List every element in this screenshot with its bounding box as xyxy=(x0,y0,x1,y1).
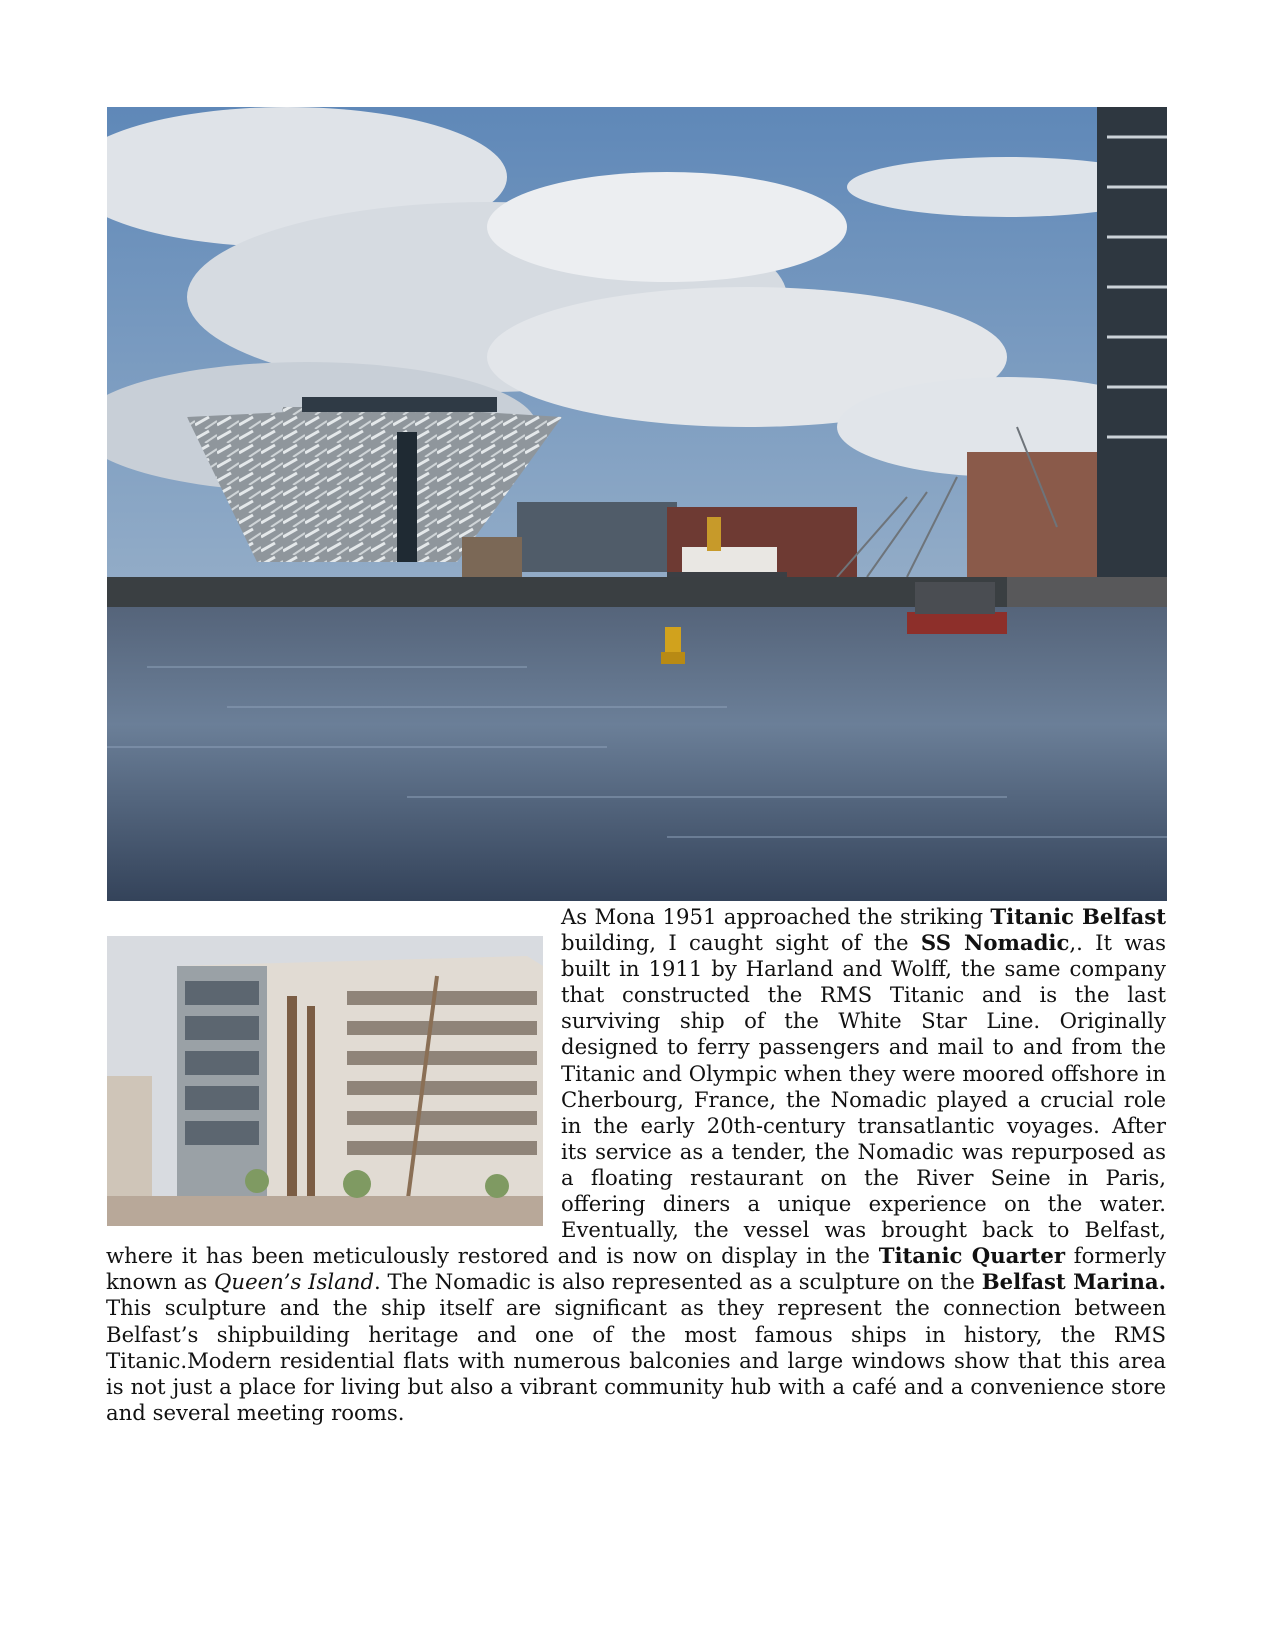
text-run: ,. It was built in 1911 by Harland and Wolff, the same company that constructed the RMS Titanic and is the last surviving ship of the White Star Line. Originally designed to ferry passengers and mail to and from the Titanic and Olympic when they were moored offshore in Cherbourg, France, the Nomadic played a crucial role in the early 20th-century transatlantic voyages. After its service as a tender, the Nomadic was repurposed as a floating restaurant on the River Seine in Paris, offering diners a unique experience on the water. Eventually, the vessel was brought back to Belfast, where it has been meticulously restored and is now on display in the xyxy=(106,930,1167,1269)
text-run: building, I caught sight of the xyxy=(561,930,921,956)
titanic-belfast-photo xyxy=(107,107,1167,901)
titanic-belfast-photo-graphic xyxy=(107,107,1167,901)
belfast-marina-bold: Belfast Marina. xyxy=(981,1269,1166,1295)
text-run: As Mona 1951 approached the striking xyxy=(561,904,991,929)
text-run: This sculpture and the ship itself are significant as they represent the connection between Belfast’s shipbuilding heritage and one of the most famous ships in history, the RMS Titanic.Modern residential flats with numerous balconies and large windows show that this area is not just a place for living but also a vibrant community hub with a café and a convenience store and several meeting rooms. xyxy=(106,1295,1166,1425)
titanic-quarter-bold: Titanic Quarter xyxy=(878,1243,1065,1269)
ss-nomadic-bold: SS Nomadic xyxy=(920,930,1070,956)
text-run: formerly known as xyxy=(106,1243,1166,1295)
titanic-belfast-bold: Titanic Belfast xyxy=(990,904,1167,929)
text-run: . The Nomadic is also represented as a sculpture on the xyxy=(374,1269,982,1295)
image-float-spacer xyxy=(106,904,561,1242)
article-text xyxy=(106,904,1166,1426)
queens-island-italic: Queen’s Island xyxy=(214,1269,375,1295)
